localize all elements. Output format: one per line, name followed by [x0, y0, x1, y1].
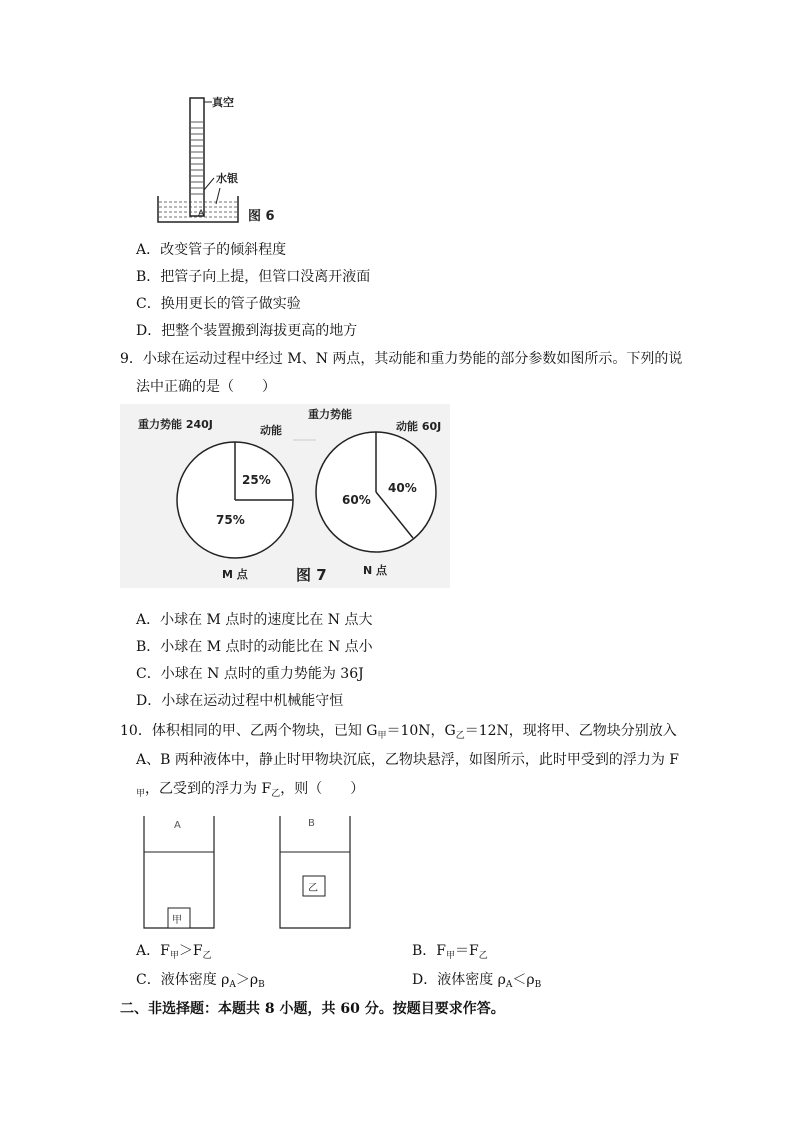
pie-m-label-pe: 重力势能 240J — [138, 418, 213, 431]
tube-mercury — [191, 122, 203, 194]
pie-n-label-ke: 动能 60J — [396, 420, 442, 433]
figure-6-caption: 图 6 — [248, 209, 275, 224]
pie-n-pct-ke: 40% — [388, 481, 417, 495]
label-point-a: A — [198, 209, 205, 219]
container-a-label: A — [174, 820, 181, 831]
pie-m-label-ke: 动能 — [260, 424, 282, 437]
container-b-label: B — [308, 818, 315, 829]
q10-option-c: C．液体密度 $\rho_A>\rho_B$ — [136, 972, 265, 990]
block-yi-label: 乙 — [308, 883, 318, 894]
q8-option-d: D．把整个装置搬到海拔更高的地方 — [136, 323, 358, 339]
label-vacuum: 真空 — [212, 96, 234, 109]
figure-7-energy-pies — [120, 404, 450, 588]
q9-stem-line2: 法中正确的是（ ） — [136, 379, 276, 395]
pie-n-pct-pe: 60% — [342, 493, 371, 507]
q9-option-d: D．小球在运动过程中机械能守恒 — [136, 693, 344, 709]
q10-stem-line1: 10．体积相同的甲、乙两个物块，已知 $G_甲=10N$，$G_乙=12N$，现将甲、乙物块分别放入 — [120, 723, 677, 741]
q10-option-a: A．$F_甲>F_乙$ — [136, 943, 212, 961]
q10-option-d: D．液体密度 $\rho_A<\rho_B$ — [412, 972, 542, 990]
container-b — [280, 816, 350, 928]
q9-option-b: B．小球在 M 点时的动能比在 N 点小 — [136, 639, 373, 655]
pie-m-pct-ke: 25% — [242, 473, 271, 487]
q9-option-a: A．小球在 M 点时的速度比在 N 点大 — [136, 612, 373, 628]
q10-option-b: B．$F_甲=F_乙$ — [412, 943, 488, 961]
pie-m-pct-pe: 75% — [216, 513, 245, 527]
q9-option-c: C．小球在 N 点时的重力势能为 36J — [136, 666, 364, 682]
pie-n-point-label: N 点 — [363, 564, 388, 577]
figure-6-barometer — [150, 92, 300, 232]
pie-n-label-pe: 重力势能 — [308, 408, 352, 421]
q10-stem-line3: $_甲$，乙受到的浮力为 $F_乙$，则（ ） — [136, 781, 365, 799]
pie-m-point-label: M 点 — [222, 568, 248, 581]
figure-containers — [138, 812, 358, 932]
figure-7-caption: 图 7 — [296, 566, 327, 584]
q9-stem-line1: 9．小球在运动过程中经过 M、N 两点，其动能和重力势能的部分参数如图所示。下列的说 — [120, 351, 683, 367]
label-mercury: 水银 — [216, 172, 238, 185]
q10-stem-line2: A、B 两种液体中，静止时甲物块沉底，乙物块悬浮，如图所示，此时甲受到的浮力为 F — [136, 752, 680, 768]
glass-tube — [190, 98, 204, 216]
q8-option-b: B．把管子向上提，但管口没离开液面 — [136, 269, 371, 285]
block-jia-label: 甲 — [172, 915, 182, 926]
section-2-heading: 二、非选择题：本题共 8 小题，共 60 分。按题目要求作答。 — [120, 1001, 505, 1017]
q8-option-a: A．改变管子的倾斜程度 — [136, 242, 287, 258]
q8-option-c: C．换用更长的管子做实验 — [136, 296, 301, 312]
